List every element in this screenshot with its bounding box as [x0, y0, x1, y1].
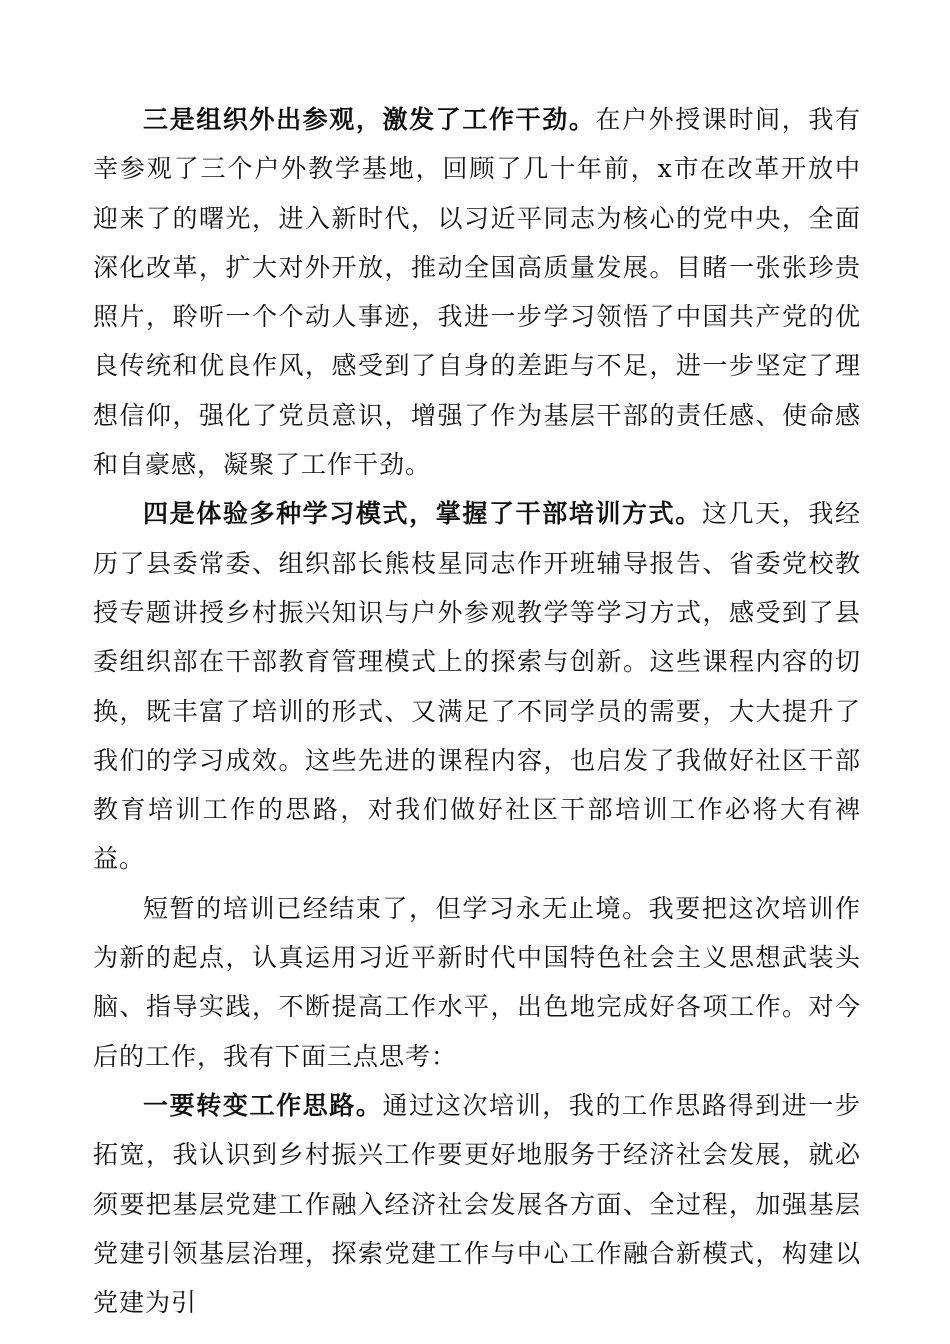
paragraph-lead: 三是组织外出参观，激发了工作干劲。 — [143, 105, 596, 134]
document-page — [93, 95, 861, 1327]
paragraph-work-thinking — [93, 1081, 861, 1327]
paragraph-summary — [93, 884, 861, 1081]
paragraph-lead: 四是体验多种学习模式，掌握了干部培训方式。 — [143, 499, 702, 529]
paragraph-body: 短暂的培训已经结束了，但学习永无止境。我要把这次培训作为新的起点，认真运用习近平新时代中国特色社会主义思想武装头脑、指导实践，不断提高工作水平，出色地完成好各项工作。对今后的工作，我有下面三点思考： — [93, 893, 861, 1071]
paragraph-lead: 一要转变工作思路。 — [143, 1090, 383, 1120]
paragraph-body: 在户外授课时间，我有幸参观了三个户外教学基地，回顾了几十年前，x市在改革开放中迎来了的曙光，进入新时代，以习近平同志为核心的党中央，全面深化改革，扩大对外开放，推动全国高质量发展。目睹一张张珍贵照片，聆听一个个动人事迹，我进一步学习领悟了中国共产党的优良传统和优良作风，感受到了自身的差距与不足，进一步坚定了理想信仰，强化了党员意识，增强了作为基层干部的责任感、使命感和自豪感，凝聚了工作干劲。 — [93, 105, 861, 480]
paragraph-learning-modes — [93, 489, 861, 883]
paragraph-visit — [93, 95, 861, 489]
paragraph-body: 通过这次培训，我的工作思路得到进一步拓宽，我认识到乡村振兴工作要更好地服务于经济社会发展，就必须要把基层党建工作融入经济社会发展各方面、全过程，加强基层党建引领基层治理，探索党建工作与中心工作融合新模式，构建以党建为引 — [93, 1090, 861, 1318]
paragraph-body: 这几天，我经历了县委常委、组织部长熊枝星同志作开班辅导报告、省委党校教授专题讲授乡村振兴知识与户外参观教学等学习方式，感受到了县委组织部在干部教育管理模式上的探索与创新。这些课程内容的切换，既丰富了培训的形式、又满足了不同学员的需要，大大提升了我们的学习成效。这些先进的课程内容，也启发了我做好社区干部教育培训工作的思路，对我们做好社区干部培训工作必将大有裨益。 — [93, 499, 861, 874]
